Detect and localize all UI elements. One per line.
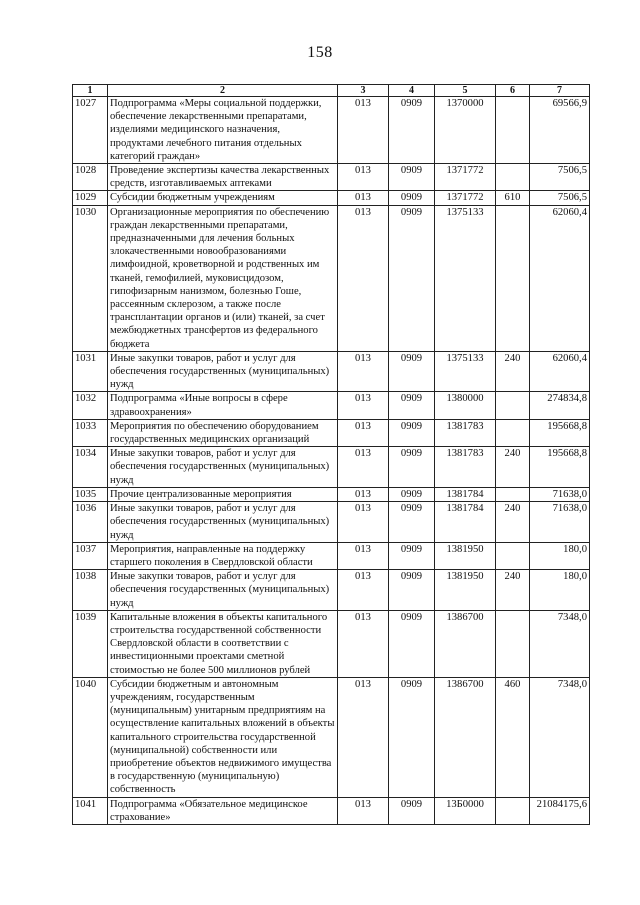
row-article-code: 1375133: [435, 351, 496, 392]
row-section-code: 0909: [389, 205, 435, 351]
header-row: [73, 85, 590, 97]
row-expense-type: 240: [496, 447, 530, 488]
row-amount: 195668,8: [530, 447, 590, 488]
row-number: 1028: [73, 164, 108, 191]
col-header-7: 7: [530, 85, 590, 97]
row-expense-type: [496, 610, 530, 677]
row-name: Иные закупки товаров, работ и услуг для обеспечения государственных (муниципальных) нужд: [108, 570, 338, 611]
row-name: Организационные мероприятия по обеспечению граждан лекарственными препаратами, предназначенными для лечения больных злокачественными новообразованиями лимфоидной, кроветворной и родственных им тканей, гемофилией, муковисцидозом, гипофизарным нанизмом, болезнью Гоше, рассеянным склерозом, а также после трансплантации органов и (или) тканей, за счет межбюджетных трансфертов из федерального бюджета: [108, 205, 338, 351]
col-header-5: 5: [435, 85, 496, 97]
row-expense-type: [496, 392, 530, 419]
row-admin-code: 013: [338, 542, 389, 569]
row-name: Подпрограмма «Обязательное медицинское страхование»: [108, 797, 338, 824]
row-section-code: 0909: [389, 797, 435, 824]
row-expense-type: [496, 797, 530, 824]
row-amount: 62060,4: [530, 205, 590, 351]
row-article-code: 1386700: [435, 677, 496, 797]
row-section-code: 0909: [389, 191, 435, 205]
row-number: 1037: [73, 542, 108, 569]
col-header-4: 4: [389, 85, 435, 97]
row-admin-code: 013: [338, 447, 389, 488]
row-expense-type: [496, 419, 530, 446]
row-expense-type: 240: [496, 502, 530, 543]
row-expense-type: [496, 205, 530, 351]
row-article-code: 1375133: [435, 205, 496, 351]
row-admin-code: 013: [338, 502, 389, 543]
row-section-code: 0909: [389, 392, 435, 419]
row-name: Иные закупки товаров, работ и услуг для обеспечения государственных (муниципальных) нужд: [108, 502, 338, 543]
table-row: [73, 419, 590, 446]
row-amount: 195668,8: [530, 419, 590, 446]
row-number: 1038: [73, 570, 108, 611]
col-header-1: 1: [73, 85, 108, 97]
row-name: Субсидии бюджетным учреждениям: [108, 191, 338, 205]
row-amount: 274834,8: [530, 392, 590, 419]
row-article-code: 1381784: [435, 502, 496, 543]
row-section-code: 0909: [389, 677, 435, 797]
table-row: [73, 570, 590, 611]
row-expense-type: [496, 487, 530, 501]
row-number: 1039: [73, 610, 108, 677]
row-admin-code: 013: [338, 392, 389, 419]
row-article-code: 1381950: [435, 570, 496, 611]
row-admin-code: 013: [338, 610, 389, 677]
row-name: Субсидии бюджетным и автономным учреждениям, государственным (муниципальным) унитарным предприятиям на осуществление капитальных вложений в объекты капитального строительства государственной (муниципальной) собственности или приобретение объектов недвижимого имущества в государственную (муниципальную) собственность: [108, 677, 338, 797]
budget-table: [72, 84, 590, 825]
row-name: Подпрограмма «Иные вопросы в сфере здравоохранения»: [108, 392, 338, 419]
row-amount: 7348,0: [530, 677, 590, 797]
row-article-code: 1380000: [435, 392, 496, 419]
table-row: [73, 502, 590, 543]
row-number: 1029: [73, 191, 108, 205]
row-name: Прочие централизованные мероприятия: [108, 487, 338, 501]
row-number: 1027: [73, 97, 108, 164]
row-admin-code: 013: [338, 677, 389, 797]
row-admin-code: 013: [338, 797, 389, 824]
row-amount: 69566,9: [530, 97, 590, 164]
table-row: [73, 164, 590, 191]
row-amount: 71638,0: [530, 487, 590, 501]
row-number: 1036: [73, 502, 108, 543]
row-admin-code: 013: [338, 351, 389, 392]
row-number: 1031: [73, 351, 108, 392]
table-row: [73, 542, 590, 569]
row-number: 1041: [73, 797, 108, 824]
row-article-code: 1371772: [435, 191, 496, 205]
table-row: [73, 677, 590, 797]
row-name: Проведение экспертизы качества лекарственных средств, изготавливаемых аптеками: [108, 164, 338, 191]
row-expense-type: 240: [496, 351, 530, 392]
row-section-code: 0909: [389, 570, 435, 611]
row-section-code: 0909: [389, 447, 435, 488]
row-amount: 180,0: [530, 570, 590, 611]
row-admin-code: 013: [338, 487, 389, 501]
row-name: Подпрограмма «Меры социальной поддержки, обеспечение лекарственными препаратами, изделиями медицинского назначения, продуктами лечебного питания отдельных категорий граждан»: [108, 97, 338, 164]
col-header-2: 2: [108, 85, 338, 97]
row-name: Капитальные вложения в объекты капитального строительства государственной собственности Свердловской области в соответствии с инвестиционными проектами сметной стоимостью не более 500 миллионов рублей: [108, 610, 338, 677]
row-amount: 7348,0: [530, 610, 590, 677]
table-row: [73, 97, 590, 164]
row-admin-code: 013: [338, 164, 389, 191]
row-article-code: 1381783: [435, 447, 496, 488]
table-row: [73, 447, 590, 488]
row-name: Мероприятия по обеспечению оборудованием государственных медицинских организаций: [108, 419, 338, 446]
row-expense-type: [496, 542, 530, 569]
row-amount: 7506,5: [530, 164, 590, 191]
row-expense-type: 610: [496, 191, 530, 205]
row-article-code: 1371772: [435, 164, 496, 191]
row-article-code: 1381784: [435, 487, 496, 501]
row-number: 1033: [73, 419, 108, 446]
row-section-code: 0909: [389, 487, 435, 501]
table-row: [73, 392, 590, 419]
row-number: 1040: [73, 677, 108, 797]
row-section-code: 0909: [389, 351, 435, 392]
row-section-code: 0909: [389, 542, 435, 569]
row-admin-code: 013: [338, 419, 389, 446]
row-article-code: 1381950: [435, 542, 496, 569]
row-admin-code: 013: [338, 191, 389, 205]
col-header-6: 6: [496, 85, 530, 97]
row-amount: 21084175,6: [530, 797, 590, 824]
row-section-code: 0909: [389, 502, 435, 543]
row-expense-type: [496, 164, 530, 191]
row-admin-code: 013: [338, 97, 389, 164]
row-admin-code: 013: [338, 570, 389, 611]
row-name: Иные закупки товаров, работ и услуг для обеспечения государственных (муниципальных) нужд: [108, 447, 338, 488]
row-section-code: 0909: [389, 97, 435, 164]
row-expense-type: 460: [496, 677, 530, 797]
row-expense-type: 240: [496, 570, 530, 611]
row-section-code: 0909: [389, 610, 435, 677]
row-section-code: 0909: [389, 419, 435, 446]
row-name: Мероприятия, направленные на поддержку старшего поколения в Свердловской области: [108, 542, 338, 569]
row-amount: 71638,0: [530, 502, 590, 543]
table-row: [73, 610, 590, 677]
row-amount: 180,0: [530, 542, 590, 569]
row-admin-code: 013: [338, 205, 389, 351]
row-article-code: 13Б0000: [435, 797, 496, 824]
table-row: [73, 487, 590, 501]
col-header-3: 3: [338, 85, 389, 97]
row-number: 1032: [73, 392, 108, 419]
table-row: [73, 351, 590, 392]
table-row: [73, 191, 590, 205]
table-row: [73, 797, 590, 824]
row-article-code: 1370000: [435, 97, 496, 164]
row-name: Иные закупки товаров, работ и услуг для обеспечения государственных (муниципальных) нужд: [108, 351, 338, 392]
row-article-code: 1381783: [435, 419, 496, 446]
table-row: [73, 205, 590, 351]
row-number: 1030: [73, 205, 108, 351]
row-expense-type: [496, 97, 530, 164]
row-number: 1034: [73, 447, 108, 488]
row-amount: 62060,4: [530, 351, 590, 392]
row-amount: 7506,5: [530, 191, 590, 205]
row-section-code: 0909: [389, 164, 435, 191]
row-number: 1035: [73, 487, 108, 501]
page-number: 158: [307, 44, 333, 61]
row-article-code: 1386700: [435, 610, 496, 677]
